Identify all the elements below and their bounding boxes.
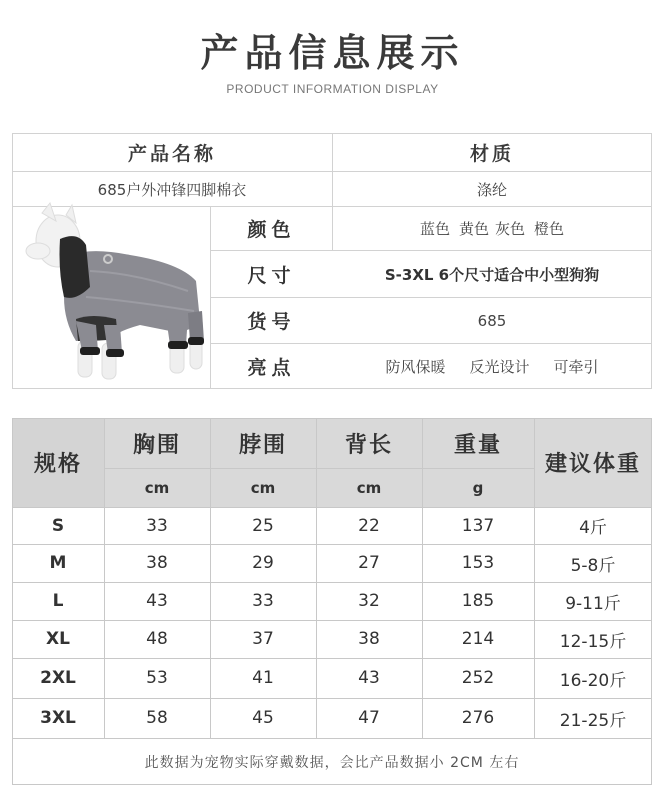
row-size-label: M <box>49 553 67 573</box>
table-cell: 53 <box>146 668 168 688</box>
table-cell: 25 <box>252 515 274 536</box>
size-header: 规格 <box>33 452 82 477</box>
row-weight: 21-25斤 <box>559 710 627 731</box>
column-header-2: 脖围 <box>238 432 287 458</box>
table-cell: 22 <box>358 515 380 536</box>
page-title: 产品信息展示 <box>200 31 465 75</box>
row-size-label: S <box>51 515 65 536</box>
page-subtitle: PRODUCT INFORMATION DISPLAY <box>226 82 439 96</box>
color-label: 颜色 <box>247 219 296 241</box>
table-cell: 252 <box>461 668 495 688</box>
product-info-table <box>12 133 652 389</box>
item-number-value: 685 <box>477 311 507 330</box>
row-weight: 16-20斤 <box>559 670 627 691</box>
row-size-label: L <box>52 591 64 611</box>
table-cell: 48 <box>146 629 168 649</box>
table-cell: 33 <box>146 515 168 536</box>
size-value: S-3XL 6个尺寸适合中小型狗狗 <box>384 265 600 284</box>
highlights-values <box>211 344 651 388</box>
color-blue: 蓝色 <box>419 220 450 238</box>
table-cell: 29 <box>252 553 274 573</box>
row-size-label: 2XL <box>40 668 76 688</box>
highlights-label: 亮点 <box>247 356 296 379</box>
product-name-value: 685户外冲锋四脚棉衣 <box>97 180 247 199</box>
size-note: 此数据为宠物实际穿戴数据，会比产品数据小 2CM 左右 <box>144 754 520 771</box>
item-number-label: 货号 <box>247 311 296 333</box>
column-unit-3: cm <box>356 478 382 497</box>
row-size-label: XL <box>46 629 70 649</box>
table-cell: 43 <box>146 591 168 611</box>
highlight-reflective: 反光设计 <box>469 357 530 376</box>
material-header: 材质 <box>469 142 514 165</box>
row-weight: 12-15斤 <box>559 631 627 652</box>
highlight-windproof: 防风保暖 <box>385 357 446 376</box>
color-values <box>333 207 651 250</box>
table-cell: 41 <box>252 668 274 688</box>
table-cell: 276 <box>461 708 495 728</box>
table-cell: 45 <box>252 708 274 728</box>
column-unit-4: g <box>472 478 484 497</box>
table-cell: 43 <box>358 668 380 688</box>
size-chart-table <box>12 418 652 785</box>
table-cell: 214 <box>461 629 495 649</box>
table-cell: 153 <box>461 553 495 573</box>
column-header-3: 背长 <box>344 432 393 458</box>
dog-jacket-image <box>20 201 205 386</box>
table-cell: 38 <box>146 553 168 573</box>
row-weight: 9-11斤 <box>565 593 621 614</box>
table-cell: 47 <box>358 708 380 728</box>
size-label: 尺寸 <box>247 264 296 287</box>
column-header-4: 重量 <box>453 432 502 458</box>
table-cell: 27 <box>358 553 380 573</box>
suggested-weight-header: 建议体重 <box>544 452 641 477</box>
row-size-label: 3XL <box>40 708 76 728</box>
column-unit-2: cm <box>250 478 276 497</box>
color-yellow: 黄色 <box>458 220 489 238</box>
color-gray: 灰色 <box>495 220 526 238</box>
table-cell: 185 <box>461 591 495 611</box>
material-value: 涤纶 <box>476 180 507 199</box>
row-weight: 5-8斤 <box>570 555 616 576</box>
table-cell: 37 <box>252 629 274 649</box>
row-weight: 4斤 <box>579 518 607 538</box>
column-unit-1: cm <box>144 478 170 497</box>
table-cell: 33 <box>252 591 274 611</box>
highlight-leash: 可牵引 <box>553 357 599 376</box>
table-cell: 38 <box>358 629 380 649</box>
table-cell: 32 <box>358 591 380 611</box>
color-orange: 橙色 <box>534 220 565 238</box>
table-cell: 58 <box>146 708 168 728</box>
column-header-1: 胸围 <box>132 432 181 458</box>
table-cell: 137 <box>461 515 495 536</box>
product-name-header: 产品名称 <box>127 142 216 165</box>
